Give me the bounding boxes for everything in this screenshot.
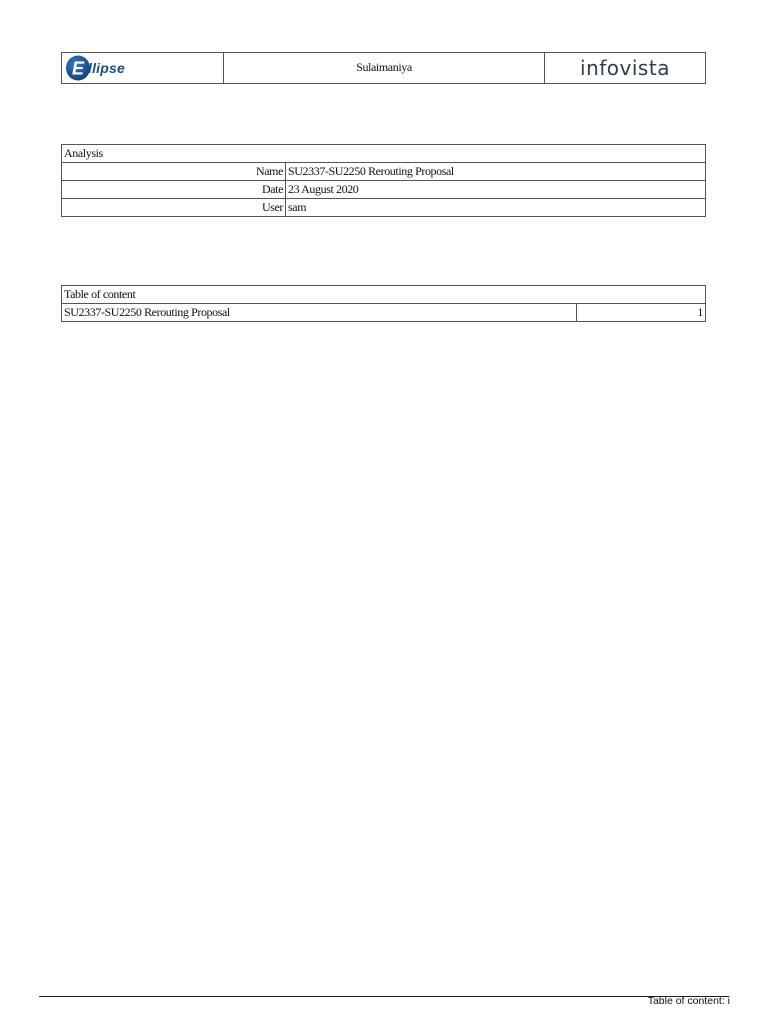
infovista-logo-icon: infovista — [580, 56, 670, 80]
toc-heading-row — [62, 286, 706, 304]
date-label: Date — [62, 181, 286, 199]
infovista-logo — [545, 53, 705, 83]
analysis-heading-row — [62, 145, 706, 163]
svg-text:E: E — [71, 58, 85, 79]
toc-entry-title[interactable]: SU2337-SU2250 Rerouting Proposal — [62, 304, 577, 322]
analysis-table — [61, 144, 706, 217]
toc-entry[interactable] — [62, 304, 706, 322]
ellipse-logo-text: llipse — [88, 60, 125, 76]
user-value: sam — [286, 199, 706, 217]
toc-entry-page[interactable]: 1 — [577, 304, 706, 322]
toc-table — [61, 285, 706, 322]
analysis-heading: Analysis — [62, 145, 706, 163]
date-value: 23 August 2020 — [286, 181, 706, 199]
table-row — [62, 163, 706, 181]
name-label: Name — [62, 163, 286, 181]
footer-divider — [39, 996, 729, 997]
table-row — [62, 181, 706, 199]
name-value: SU2337-SU2250 Rerouting Proposal — [286, 163, 706, 181]
user-label: User — [62, 199, 286, 217]
table-row — [62, 199, 706, 217]
page-header — [61, 52, 706, 84]
ellipse-logo — [62, 53, 224, 83]
footer-page-label: Table of content: i — [647, 995, 730, 1007]
site-name: Sulaimaniya — [356, 59, 412, 74]
toc-heading: Table of content — [62, 286, 706, 304]
site-name-cell — [224, 53, 545, 83]
